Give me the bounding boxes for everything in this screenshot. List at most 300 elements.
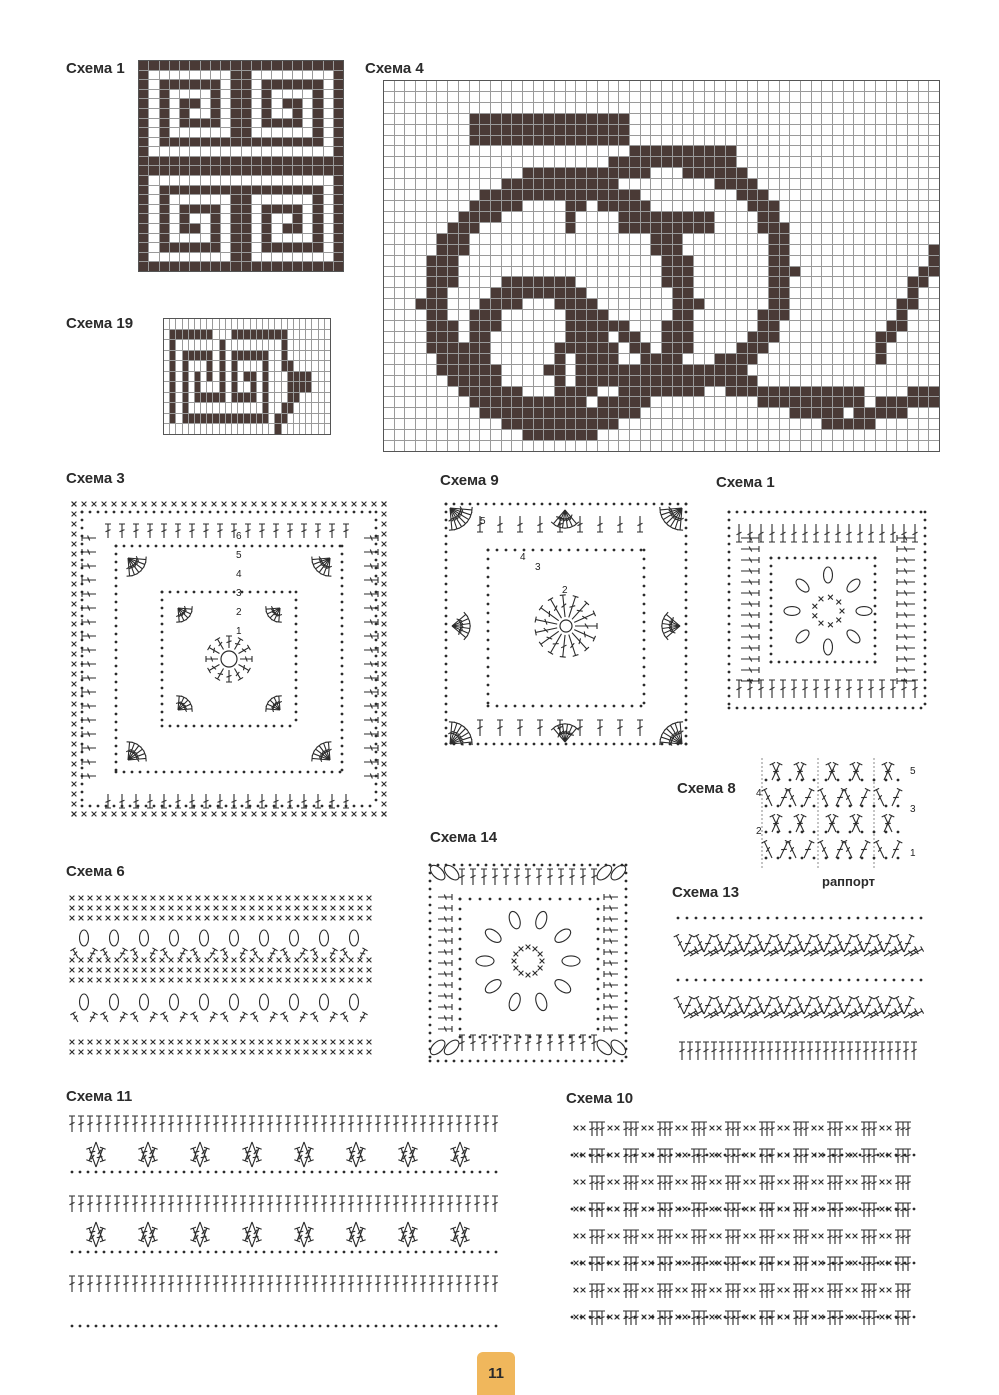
chain-stitch-mark bbox=[295, 607, 298, 610]
chain-stitch-mark bbox=[758, 917, 761, 920]
double-crochet-mark bbox=[827, 1284, 833, 1298]
chain-stitch-mark bbox=[514, 705, 517, 708]
chain-stitch-mark bbox=[597, 908, 600, 911]
double-crochet-mark bbox=[232, 638, 243, 651]
chain-stitch-mark bbox=[514, 549, 517, 552]
chain-stitch-mark bbox=[453, 1060, 456, 1063]
chain-stitch-mark bbox=[161, 631, 164, 634]
chain-stitch-mark bbox=[383, 1325, 386, 1328]
double-crochet-mark bbox=[762, 840, 775, 859]
single-crochet-mark bbox=[268, 968, 273, 973]
double-crochet-mark bbox=[447, 1116, 453, 1132]
chain-stitch-mark bbox=[848, 979, 851, 982]
chain-stitch-mark bbox=[874, 645, 877, 648]
single-crochet-mark bbox=[268, 978, 273, 983]
single-crochet-mark bbox=[250, 968, 255, 973]
double-crochet-mark bbox=[548, 632, 564, 654]
single-crochet-mark bbox=[340, 958, 345, 963]
single-crochet-mark bbox=[72, 612, 77, 617]
single-crochet-mark bbox=[887, 1288, 892, 1293]
chain-stitch-mark bbox=[740, 979, 743, 982]
chain-stitch-mark bbox=[429, 1032, 432, 1035]
double-crochet-mark bbox=[623, 1149, 629, 1163]
cluster-petal-mark bbox=[260, 930, 269, 946]
chain-stitch-mark bbox=[752, 511, 755, 514]
double-crochet-mark bbox=[662, 1203, 668, 1217]
chain-stitch-mark bbox=[115, 681, 118, 684]
chain-stitch-mark bbox=[407, 1251, 410, 1254]
chain-stitch-mark bbox=[874, 605, 877, 608]
double-crochet-mark bbox=[842, 788, 855, 807]
single-crochet-mark bbox=[187, 1050, 192, 1055]
double-crochet-mark bbox=[725, 1311, 731, 1325]
single-crochet-mark bbox=[72, 722, 77, 727]
chain-stitch-mark bbox=[487, 1325, 490, 1328]
double-crochet-mark bbox=[130, 1012, 140, 1024]
double-crochet-mark bbox=[70, 1012, 80, 1024]
chain-stitch-mark bbox=[351, 1325, 354, 1328]
double-crochet-mark bbox=[900, 1122, 906, 1136]
double-crochet-mark bbox=[802, 680, 808, 698]
chain-stitch-mark bbox=[904, 707, 907, 710]
double-crochet-mark bbox=[69, 1276, 75, 1292]
double-crochet-mark bbox=[96, 1196, 102, 1212]
chain-stitch-mark bbox=[375, 575, 378, 578]
single-crochet-mark bbox=[367, 906, 372, 911]
double-crochet-mark bbox=[764, 1230, 770, 1244]
double-crochet-mark bbox=[879, 524, 885, 542]
single-crochet-mark bbox=[152, 812, 157, 817]
double-crochet-mark bbox=[357, 1012, 367, 1024]
single-crochet-mark bbox=[292, 812, 297, 817]
chain-stitch-mark bbox=[123, 771, 126, 774]
chain-stitch-mark bbox=[219, 771, 222, 774]
double-crochet-mark bbox=[589, 1257, 595, 1271]
chain-stitch-mark bbox=[685, 671, 688, 674]
chain-stitch-mark bbox=[445, 719, 448, 722]
chain-stitch-mark bbox=[81, 791, 84, 794]
double-crochet-mark bbox=[69, 1116, 75, 1132]
chain-stitch-mark bbox=[295, 719, 298, 722]
single-crochet-mark bbox=[88, 958, 93, 963]
chain-stitch-mark bbox=[736, 511, 739, 514]
double-crochet-mark bbox=[662, 1230, 668, 1244]
chain-stitch-mark bbox=[429, 944, 432, 947]
single-crochet-mark bbox=[82, 812, 87, 817]
chain-stitch-mark bbox=[643, 630, 646, 633]
chain-stitch-mark bbox=[625, 1024, 628, 1027]
double-crochet-mark bbox=[96, 1276, 102, 1292]
chain-stitch-mark bbox=[874, 589, 877, 592]
single-crochet-mark bbox=[97, 916, 102, 921]
single-crochet-mark bbox=[331, 906, 336, 911]
chain-stitch-mark bbox=[770, 661, 773, 664]
chain-stitch-mark bbox=[341, 737, 344, 740]
double-crochet-mark bbox=[855, 1042, 861, 1060]
single-crochet-mark bbox=[202, 502, 207, 507]
chain-stitch-mark bbox=[331, 545, 334, 548]
single-crochet-mark bbox=[304, 916, 309, 921]
chain-stitch-mark bbox=[685, 591, 688, 594]
double-crochet-mark bbox=[186, 1276, 192, 1292]
cluster-petal-mark bbox=[507, 910, 522, 930]
double-crochet-mark bbox=[832, 1122, 838, 1136]
single-crochet-mark bbox=[642, 1180, 647, 1185]
chain-stitch-mark bbox=[439, 1171, 442, 1174]
double-crochet-mark bbox=[312, 1116, 318, 1132]
chain-stitch-mark bbox=[431, 1251, 434, 1254]
chain-stitch-mark bbox=[87, 1171, 90, 1174]
single-crochet-mark bbox=[608, 1126, 613, 1131]
chain-stitch-mark bbox=[81, 655, 84, 658]
chain-stitch-mark bbox=[834, 661, 837, 664]
double-crochet-mark bbox=[474, 1276, 480, 1292]
chain-stitch-mark bbox=[81, 711, 84, 714]
single-crochet-mark bbox=[846, 1180, 851, 1185]
chain-stitch-mark bbox=[685, 679, 688, 682]
chain-stitch-mark bbox=[115, 617, 118, 620]
double-crochet-mark bbox=[321, 1276, 327, 1292]
chain-stitch-mark bbox=[577, 549, 580, 552]
double-crochet-mark bbox=[303, 1196, 309, 1212]
chain-stitch-mark bbox=[341, 657, 344, 660]
chain-stitch-mark bbox=[339, 771, 342, 774]
double-crochet-mark bbox=[364, 689, 378, 695]
double-crochet-mark bbox=[604, 1004, 618, 1010]
double-crochet-mark bbox=[447, 1276, 453, 1292]
chain-stitch-mark bbox=[643, 639, 646, 642]
double-crochet-mark bbox=[824, 680, 830, 698]
chain-stitch-mark bbox=[850, 1154, 853, 1157]
double-crochet-mark bbox=[775, 1042, 781, 1060]
chain-stitch-mark bbox=[169, 591, 172, 594]
double-crochet-mark bbox=[623, 1203, 629, 1217]
single-crochet-mark bbox=[649, 1126, 654, 1131]
double-crochet-mark bbox=[628, 1203, 634, 1217]
single-crochet-mark bbox=[819, 621, 824, 626]
double-crochet-mark bbox=[195, 1116, 201, 1132]
chain-stitch-mark bbox=[423, 1251, 426, 1254]
double-crochet-mark bbox=[628, 1284, 634, 1298]
chain-stitch-mark bbox=[849, 831, 852, 834]
single-crochet-mark bbox=[819, 1180, 824, 1185]
single-crochet-mark bbox=[846, 1288, 851, 1293]
double-crochet-mark bbox=[725, 1230, 731, 1244]
chain-stitch-mark bbox=[161, 599, 164, 602]
chain-stitch-mark bbox=[688, 1316, 691, 1319]
chain-stitch-mark bbox=[874, 565, 877, 568]
chain-stitch-mark bbox=[849, 779, 852, 782]
crochet-chart-schema-11 bbox=[66, 1112, 508, 1334]
chain-stitch-mark bbox=[375, 751, 378, 754]
chain-stitch-mark bbox=[291, 771, 294, 774]
chain-stitch-mark bbox=[728, 543, 731, 546]
chain-stitch-mark bbox=[505, 705, 508, 708]
chain-stitch-mark bbox=[752, 707, 755, 710]
chain-stitch-mark bbox=[760, 511, 763, 514]
chain-stitch-mark bbox=[115, 609, 118, 612]
double-crochet-mark bbox=[897, 590, 915, 596]
single-crochet-mark bbox=[574, 1207, 579, 1212]
chain-stitch-mark bbox=[643, 549, 646, 552]
chain-stitch-mark bbox=[625, 1000, 628, 1003]
chain-stitch-mark bbox=[295, 687, 298, 690]
double-crochet-mark bbox=[741, 634, 759, 640]
single-crochet-mark bbox=[778, 1126, 783, 1131]
cluster-petal-mark bbox=[562, 956, 580, 966]
chain-stitch-mark bbox=[279, 1171, 282, 1174]
chain-stitch-mark bbox=[115, 689, 118, 692]
single-crochet-mark bbox=[340, 916, 345, 921]
double-crochet-mark bbox=[850, 762, 863, 781]
chain-stitch-mark bbox=[175, 1251, 178, 1254]
single-crochet-mark bbox=[259, 978, 264, 983]
double-crochet-mark bbox=[759, 1203, 765, 1217]
chain-stitch-mark bbox=[685, 615, 688, 618]
double-crochet-mark bbox=[599, 1311, 605, 1325]
chain-stitch-mark bbox=[509, 1060, 512, 1063]
double-crochet-mark bbox=[168, 1116, 174, 1132]
chain-stitch-mark bbox=[265, 805, 268, 808]
chain-stitch-mark bbox=[509, 503, 512, 506]
chain-stitch-mark bbox=[625, 880, 628, 883]
double-crochet-mark bbox=[874, 840, 887, 859]
single-crochet-mark bbox=[106, 1050, 111, 1055]
double-crochet-mark bbox=[78, 1196, 84, 1212]
chain-stitch-mark bbox=[685, 687, 688, 690]
chain-stitch-mark bbox=[704, 917, 707, 920]
single-crochet-mark bbox=[574, 1153, 579, 1158]
double-crochet-mark bbox=[195, 1196, 201, 1212]
double-crochet-mark bbox=[591, 869, 597, 885]
double-crochet-mark bbox=[420, 1196, 426, 1212]
chain-stitch-mark bbox=[281, 805, 284, 808]
chain-stitch-mark bbox=[311, 1325, 314, 1328]
double-crochet-mark bbox=[456, 1116, 462, 1132]
single-crochet-mark bbox=[178, 916, 183, 921]
chain-stitch-mark bbox=[529, 1036, 532, 1039]
double-crochet-mark bbox=[312, 1276, 318, 1292]
double-crochet-mark bbox=[794, 814, 807, 833]
double-crochet-mark bbox=[69, 1196, 75, 1212]
double-crochet-mark bbox=[276, 1276, 282, 1292]
chain-stitch-mark bbox=[423, 1325, 426, 1328]
double-crochet-mark bbox=[628, 1230, 634, 1244]
chain-stitch-mark bbox=[722, 917, 725, 920]
chain-stitch-mark bbox=[191, 1325, 194, 1328]
chain-stitch-mark bbox=[459, 988, 462, 991]
chain-stitch-mark bbox=[115, 721, 118, 724]
single-crochet-mark bbox=[133, 1050, 138, 1055]
chain-stitch-mark bbox=[873, 779, 876, 782]
chain-stitch-mark bbox=[523, 705, 526, 708]
chain-stitch-mark bbox=[519, 898, 522, 901]
double-crochet-mark bbox=[575, 623, 597, 629]
double-crochet-mark bbox=[231, 1196, 237, 1212]
double-crochet-mark bbox=[780, 524, 786, 542]
double-crochet-mark bbox=[832, 1149, 838, 1163]
double-crochet-mark bbox=[861, 1176, 867, 1190]
chain-stitch-mark bbox=[685, 711, 688, 714]
chain-stitch-mark bbox=[235, 771, 238, 774]
chain-stitch-mark bbox=[685, 607, 688, 610]
single-crochet-mark bbox=[642, 1207, 647, 1212]
double-crochet-mark bbox=[82, 731, 96, 737]
double-crochet-mark bbox=[393, 1276, 399, 1292]
single-crochet-mark bbox=[232, 896, 237, 901]
chain-stitch-mark bbox=[770, 597, 773, 600]
single-crochet-mark bbox=[304, 968, 309, 973]
chain-stitch-mark bbox=[227, 771, 230, 774]
chain-stitch-mark bbox=[792, 707, 795, 710]
chain-stitch-mark bbox=[605, 503, 608, 506]
double-crochet-mark bbox=[905, 1230, 911, 1244]
chain-stitch-mark bbox=[487, 585, 490, 588]
double-crochet-mark bbox=[857, 524, 863, 542]
double-crochet-mark bbox=[871, 1176, 877, 1190]
double-crochet-mark bbox=[730, 1311, 736, 1325]
single-crochet-mark bbox=[286, 958, 291, 963]
single-crochet-mark bbox=[581, 1126, 586, 1131]
double-crochet-mark bbox=[662, 1311, 668, 1325]
double-crochet-mark bbox=[857, 680, 863, 698]
double-crochet-mark bbox=[364, 577, 378, 583]
single-crochet-mark bbox=[79, 896, 84, 901]
double-crochet-mark bbox=[628, 1257, 634, 1271]
single-crochet-mark bbox=[70, 958, 75, 963]
chain-stitch-mark bbox=[459, 898, 462, 901]
chain-stitch-mark bbox=[391, 1171, 394, 1174]
single-crochet-mark bbox=[382, 662, 387, 667]
double-crochet-mark bbox=[321, 1116, 327, 1132]
single-crochet-mark bbox=[649, 1234, 654, 1239]
double-crochet-mark bbox=[764, 1176, 770, 1190]
double-crochet-mark bbox=[794, 762, 807, 781]
chain-stitch-mark bbox=[622, 549, 625, 552]
double-crochet-mark bbox=[633, 1176, 639, 1190]
double-crochet-mark bbox=[384, 1116, 390, 1132]
double-crochet-mark bbox=[231, 1276, 237, 1292]
chain-stitch-mark bbox=[299, 545, 302, 548]
double-crochet-mark bbox=[250, 1012, 260, 1024]
chain-stitch-mark bbox=[279, 1325, 282, 1328]
double-crochet-mark bbox=[747, 680, 753, 698]
chain-stitch-mark bbox=[489, 898, 492, 901]
chain-stitch-mark bbox=[369, 805, 372, 808]
chain-stitch-mark bbox=[341, 745, 344, 748]
single-crochet-mark bbox=[112, 502, 117, 507]
chain-stitch-mark bbox=[597, 503, 600, 506]
double-crochet-mark bbox=[657, 1122, 663, 1136]
double-crochet-mark bbox=[793, 1122, 799, 1136]
single-crochet-mark bbox=[72, 712, 77, 717]
chain-stitch-mark bbox=[259, 771, 262, 774]
double-crochet-mark bbox=[285, 1276, 291, 1292]
chain-stitch-mark bbox=[303, 1325, 306, 1328]
single-crochet-mark bbox=[241, 896, 246, 901]
double-crochet-mark bbox=[203, 794, 209, 808]
chain-stitch-mark bbox=[209, 591, 212, 594]
chain-stitch-mark bbox=[375, 783, 378, 786]
chain-stitch-mark bbox=[499, 1036, 502, 1039]
chain-stitch-mark bbox=[375, 527, 378, 530]
double-crochet-mark bbox=[237, 948, 247, 960]
chain-stitch-mark bbox=[291, 545, 294, 548]
chain-stitch-mark bbox=[115, 737, 118, 740]
chain-stitch-mark bbox=[115, 585, 118, 588]
double-crochet-mark bbox=[691, 1284, 697, 1298]
chain-stitch-mark bbox=[343, 1251, 346, 1254]
chain-stitch-mark bbox=[768, 707, 771, 710]
double-crochet-mark bbox=[837, 1230, 843, 1244]
double-crochet-mark bbox=[604, 1015, 618, 1021]
chain-stitch-mark bbox=[744, 707, 747, 710]
chain-stitch-mark bbox=[493, 743, 496, 746]
chain-stitch-mark bbox=[429, 1008, 432, 1011]
chain-stitch-mark bbox=[249, 591, 252, 594]
chain-stitch-mark bbox=[830, 979, 833, 982]
cluster-petal-mark bbox=[483, 926, 503, 945]
chain-stitch-mark bbox=[127, 1325, 130, 1328]
double-crochet-mark bbox=[871, 1230, 877, 1244]
chain-stitch-mark bbox=[79, 1171, 82, 1174]
double-crochet-mark bbox=[741, 645, 759, 651]
chain-stitch-mark bbox=[445, 695, 448, 698]
double-crochet-mark bbox=[903, 1042, 909, 1060]
single-crochet-mark bbox=[322, 896, 327, 901]
chain-stitch-mark bbox=[549, 503, 552, 506]
chain-stitch-mark bbox=[207, 1171, 210, 1174]
chain-stitch-mark bbox=[573, 1060, 576, 1063]
single-crochet-mark bbox=[178, 978, 183, 983]
single-crochet-mark bbox=[124, 1040, 129, 1045]
double-crochet-mark bbox=[826, 762, 839, 781]
double-crochet-mark bbox=[222, 1196, 228, 1212]
single-crochet-mark bbox=[382, 772, 387, 777]
double-crochet-mark bbox=[905, 1257, 911, 1271]
chain-stitch-mark bbox=[565, 1060, 568, 1063]
chain-stitch-mark bbox=[770, 605, 773, 608]
chain-stitch-mark bbox=[823, 1154, 826, 1157]
chain-stitch-mark bbox=[453, 503, 456, 506]
chain-stitch-mark bbox=[728, 647, 731, 650]
chain-stitch-mark bbox=[532, 705, 535, 708]
chain-stitch-mark bbox=[445, 575, 448, 578]
double-crochet-mark bbox=[628, 1149, 634, 1163]
double-crochet-mark bbox=[150, 1116, 156, 1132]
single-crochet-mark bbox=[382, 512, 387, 517]
chain-stitch-mark bbox=[171, 545, 174, 548]
chain-stitch-mark bbox=[794, 661, 797, 664]
chain-stitch-mark bbox=[728, 519, 731, 522]
chain-stitch-mark bbox=[281, 511, 284, 514]
single-crochet-mark bbox=[72, 752, 77, 757]
row-number: 3 bbox=[236, 588, 242, 599]
chain-stitch-mark bbox=[597, 998, 600, 1001]
chain-stitch-mark bbox=[625, 968, 628, 971]
double-crochet-mark bbox=[691, 1122, 697, 1136]
double-crochet-mark bbox=[321, 1196, 327, 1212]
double-crochet-mark bbox=[105, 524, 111, 538]
single-crochet-mark bbox=[828, 622, 833, 627]
double-crochet-mark bbox=[517, 516, 523, 532]
cluster-petal-mark bbox=[320, 930, 329, 946]
chain-stitch-mark bbox=[251, 545, 254, 548]
double-crochet-mark bbox=[258, 1116, 264, 1132]
double-crochet-mark bbox=[725, 1203, 731, 1217]
single-crochet-mark bbox=[342, 812, 347, 817]
rapport-label: раппорт bbox=[822, 874, 875, 889]
